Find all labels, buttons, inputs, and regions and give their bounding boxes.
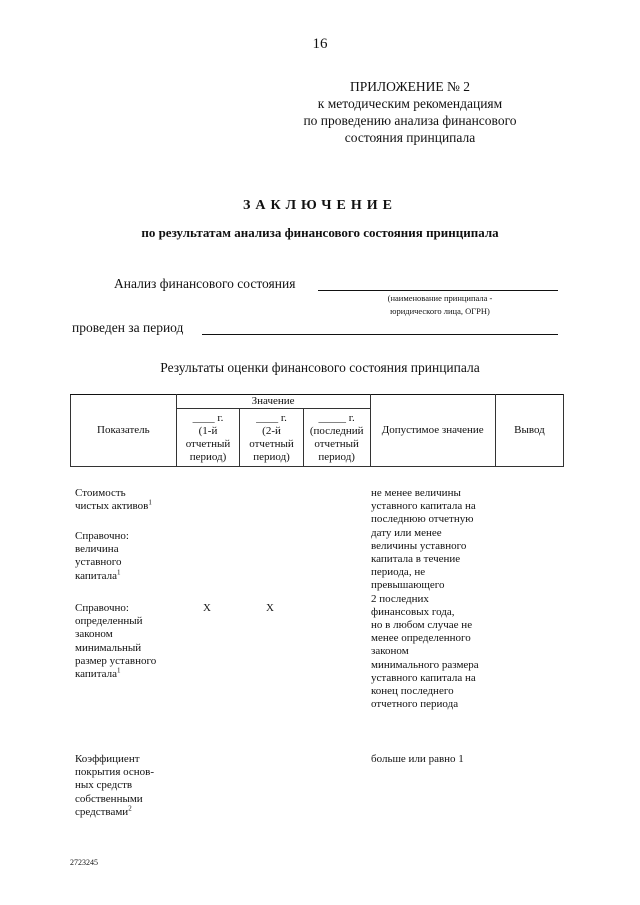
row-text-line: Справочно: bbox=[75, 602, 129, 614]
document-title: ЗАКЛЮЧЕНИЕ bbox=[242, 198, 398, 213]
allowed-line: финансовых года, bbox=[371, 605, 455, 618]
analysis-input-line bbox=[318, 290, 558, 291]
row-text-line: Справочно: bbox=[75, 530, 129, 542]
value-header: Значение bbox=[176, 395, 370, 409]
appendix-line: к методическим рекомендациям bbox=[317, 96, 503, 111]
header-line: отчетный bbox=[185, 437, 231, 450]
header-line: ____ г. bbox=[256, 411, 287, 424]
allowed-value-header: Допустимое значение bbox=[370, 395, 495, 467]
footer-code: 2723245 bbox=[70, 858, 98, 867]
allowed-line: но в любом случае не bbox=[371, 619, 473, 632]
allowed-line: минимального размера bbox=[371, 658, 479, 671]
footnote-mark: 1 bbox=[116, 666, 121, 675]
period-label: проведен за период bbox=[72, 320, 184, 335]
header-line: период) bbox=[253, 450, 290, 463]
analysis-note bbox=[350, 292, 530, 318]
period-2-header bbox=[240, 409, 304, 467]
row-net-assets bbox=[75, 487, 185, 513]
header-line: отчетный bbox=[314, 437, 359, 450]
row-reference-min-capital bbox=[75, 602, 185, 681]
allowed-line: 2 последних bbox=[371, 592, 429, 605]
header-line: (2-й bbox=[262, 424, 281, 437]
header-line: (последний bbox=[309, 424, 364, 437]
note-line: (наименование принципала - bbox=[387, 293, 493, 303]
page-number: 16 bbox=[312, 36, 328, 52]
x-mark: X bbox=[203, 602, 211, 614]
analysis-label: Анализ финансового состояния bbox=[114, 276, 296, 291]
coverage-allowed-value: больше или равно 1 bbox=[371, 753, 464, 765]
footnote-mark: 1 bbox=[116, 567, 121, 576]
row-text-line: уставного bbox=[75, 556, 122, 569]
period-1-header bbox=[176, 409, 240, 467]
indicator-header: Показатель bbox=[71, 395, 177, 467]
header-line: _____ г. bbox=[318, 411, 355, 424]
allowed-line: капитала в течение bbox=[371, 553, 461, 566]
allowed-line: уставного капитала на bbox=[371, 671, 476, 684]
footnote-mark: 1 bbox=[148, 498, 152, 507]
allowed-line: дату или менее bbox=[371, 526, 442, 539]
row-text-line: капитала bbox=[75, 668, 117, 681]
row-text-line: Стоимость bbox=[75, 487, 126, 499]
allowed-line: отчетного периода bbox=[371, 698, 459, 711]
allowed-line: превышающего bbox=[371, 579, 445, 592]
row-fixed-assets-coverage bbox=[75, 753, 185, 819]
allowed-line: конец последнего bbox=[371, 685, 454, 698]
allowed-line: последнюю отчетную bbox=[371, 513, 474, 526]
header-line: (1-й bbox=[198, 424, 218, 437]
note-line: юридического лица, ОГРН) bbox=[390, 306, 490, 316]
allowed-line: законом bbox=[371, 645, 409, 658]
allowed-line: не менее величины bbox=[371, 487, 461, 499]
appendix-line: состояния принципала bbox=[344, 130, 476, 145]
row-text-line: определенный bbox=[75, 615, 143, 628]
allowed-line: уставного капитала на bbox=[371, 500, 476, 513]
row-text-line: Коэффициент bbox=[75, 753, 140, 765]
row-text-line: капитала bbox=[75, 569, 117, 582]
row-text-line: размер уставного bbox=[75, 654, 157, 667]
allowed-value-text bbox=[371, 487, 511, 711]
row-text-line: законом bbox=[75, 628, 113, 641]
document-subtitle: по результатам анализа финансового состояния принципала bbox=[141, 225, 499, 240]
row-text-line: собственными bbox=[75, 792, 143, 805]
row-text-line: величина bbox=[75, 543, 119, 556]
last-period-header bbox=[303, 409, 370, 467]
appendix-header bbox=[290, 78, 530, 146]
results-table-header bbox=[70, 394, 564, 467]
period-input-line bbox=[202, 334, 558, 335]
row-reference-charter-capital bbox=[75, 530, 185, 583]
conclusion-header: Вывод bbox=[495, 395, 563, 467]
row-text-line: минимальный bbox=[75, 641, 142, 654]
header-line: отчетный bbox=[249, 437, 294, 450]
header-line: период) bbox=[189, 450, 227, 463]
appendix-line: по проведению анализа финансового bbox=[303, 113, 517, 128]
x-mark: X bbox=[266, 602, 274, 614]
footnote-mark: 2 bbox=[128, 804, 132, 813]
allowed-line: менее определенного bbox=[371, 632, 471, 645]
row-text-line: чистых активов bbox=[75, 500, 149, 513]
row-text-line: покрытия основ- bbox=[75, 766, 155, 779]
header-line: период) bbox=[318, 450, 355, 463]
row-text-line: средствами bbox=[75, 805, 129, 818]
header-line: ____ г. bbox=[192, 411, 224, 424]
row-text-line: ных средств bbox=[75, 779, 133, 792]
results-title: Результаты оценки финансового состояния принципала bbox=[160, 360, 480, 375]
allowed-line: периода, не bbox=[371, 566, 426, 579]
allowed-line: величины уставного bbox=[371, 539, 467, 552]
appendix-line: ПРИЛОЖЕНИЕ № 2 bbox=[349, 79, 471, 94]
